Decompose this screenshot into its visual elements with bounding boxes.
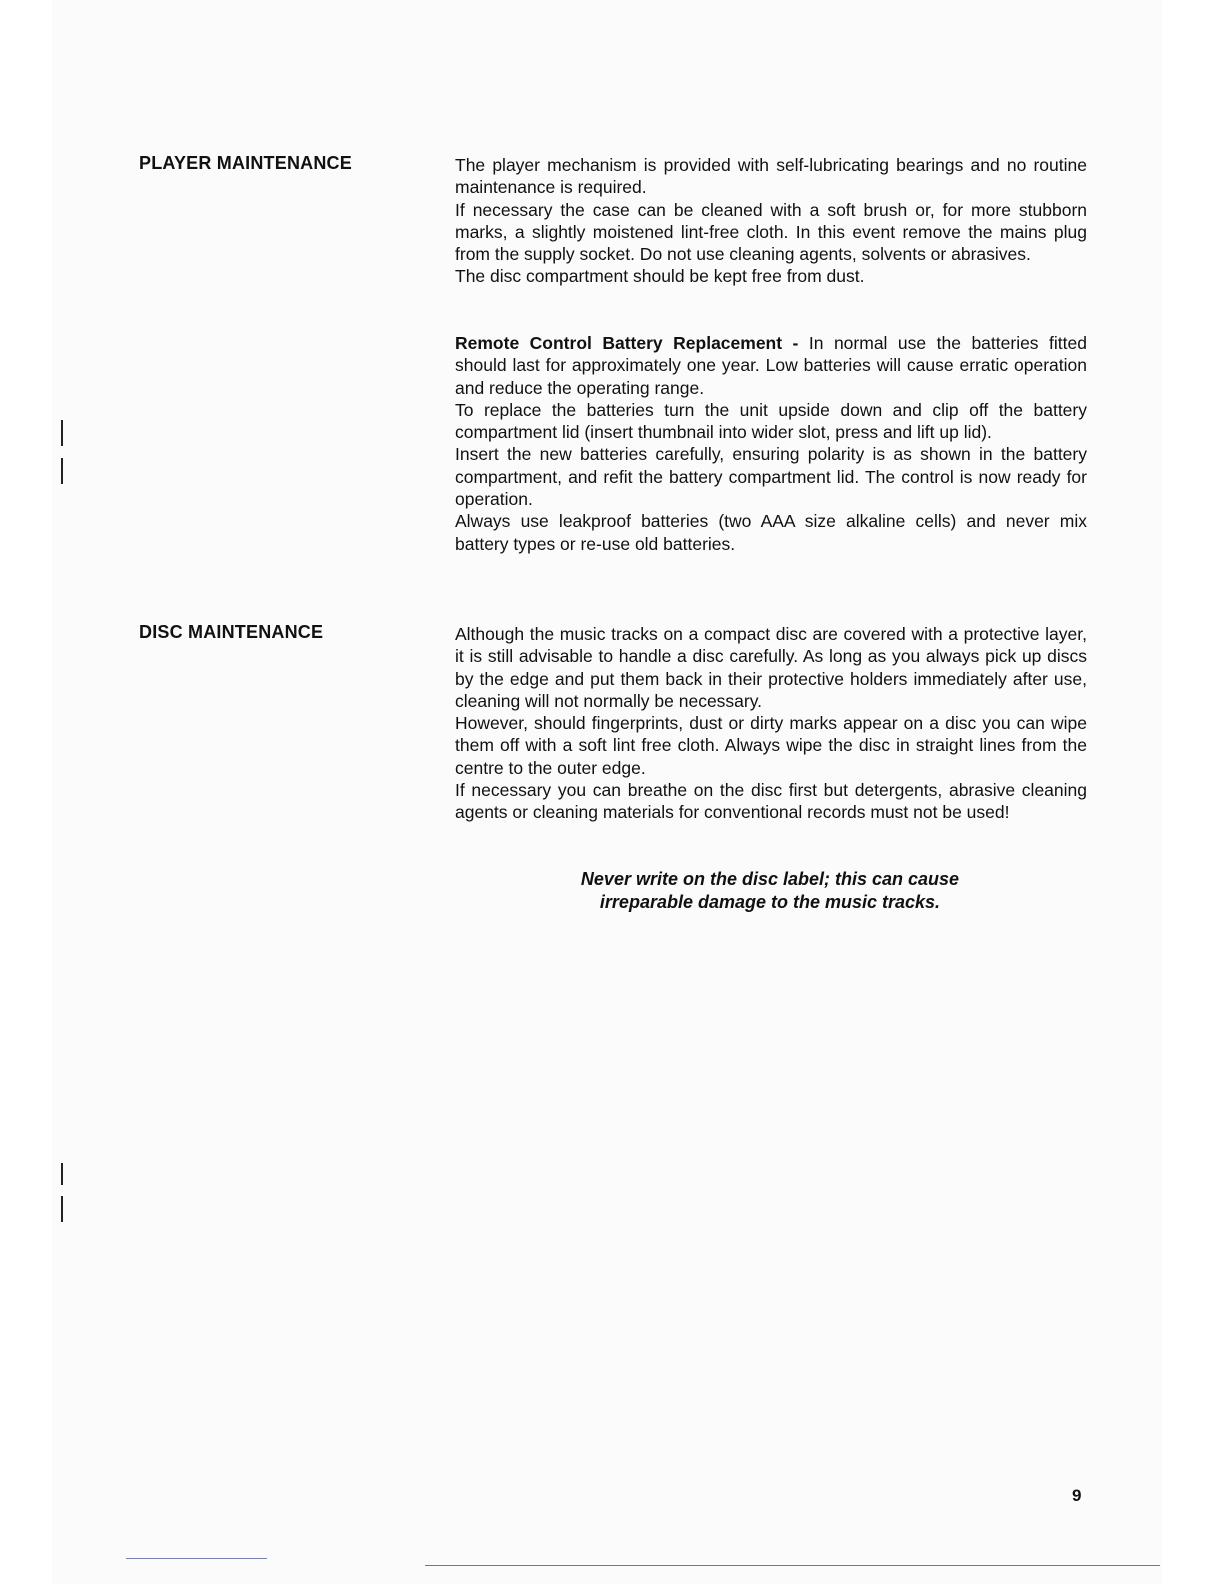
binding-mark xyxy=(61,420,63,446)
player-maintenance-text xyxy=(455,154,1087,288)
paragraph: Always use leakproof batteries (two AAA size alkaline cells) and never mix battery types or re-use old batteries. xyxy=(455,511,1087,554)
warning-line: Never write on the disc label; this can cause xyxy=(580,869,960,889)
section-heading-disc: DISC MAINTENANCE xyxy=(139,622,324,642)
warning-line: irreparable damage to the music tracks. xyxy=(599,891,941,912)
subheading-remote-battery: Remote Control Battery Replacement - xyxy=(455,333,799,353)
paragraph: The player mechanism is provided with self-lubricating bearings and no routine maintenance is required. xyxy=(455,155,1087,198)
paragraph: If necessary the case can be cleaned with a soft brush or, for more stubborn marks, a slightly moistened lint-free cloth. In this event remove the mains plug from the supply socket. Do not use cleaning agents, solvents or abrasives. xyxy=(455,199,1087,265)
binding-mark xyxy=(61,458,63,484)
binding-mark xyxy=(61,1196,63,1222)
paragraph-lead: In normal use the batteries fitted should last for approximately one year. Low batteries will cause erratic operation and reduce the operating range. xyxy=(455,333,1087,398)
paragraph: To replace the batteries turn the unit upside down and clip off the battery compartment lid (insert thumbnail into wider slot, press and lift up lid). xyxy=(455,399,1087,443)
paragraph: If necessary you can breathe on the disc first but detergents, abrasive cleaning agents or cleaning materials for conventional records must not be used! xyxy=(455,780,1087,823)
disc-label-warning xyxy=(520,868,1020,913)
section-heading-player: PLAYER MAINTENANCE xyxy=(139,153,352,173)
paragraph: Insert the new batteries carefully, ensuring polarity is as shown in the battery compartment, and refit the battery compartment lid. The control is now ready for operation. xyxy=(455,444,1087,510)
paragraph: However, should fingerprints, dust or dirty marks appear on a disc you can wipe them off with a soft lint free cloth. Always wipe the disc in straight lines from the centre to the outer edge. xyxy=(455,713,1087,778)
paragraph: The disc compartment should be kept free from dust. xyxy=(455,266,865,287)
binding-mark xyxy=(61,1163,63,1185)
remote-battery-text xyxy=(455,332,1087,555)
paragraph xyxy=(455,332,1087,399)
footer-rule xyxy=(425,1565,1160,1566)
paragraph: Although the music tracks on a compact disc are covered with a protective layer, it is still advisable to handle a disc carefully. As long as you always pick up discs by the edge and put them back in their protective holders immediately after use, cleaning will not normally be necessary. xyxy=(455,624,1087,711)
disc-maintenance-text xyxy=(455,623,1087,824)
page-number: 9 xyxy=(1072,1486,1082,1505)
footer-rule xyxy=(126,1558,267,1559)
